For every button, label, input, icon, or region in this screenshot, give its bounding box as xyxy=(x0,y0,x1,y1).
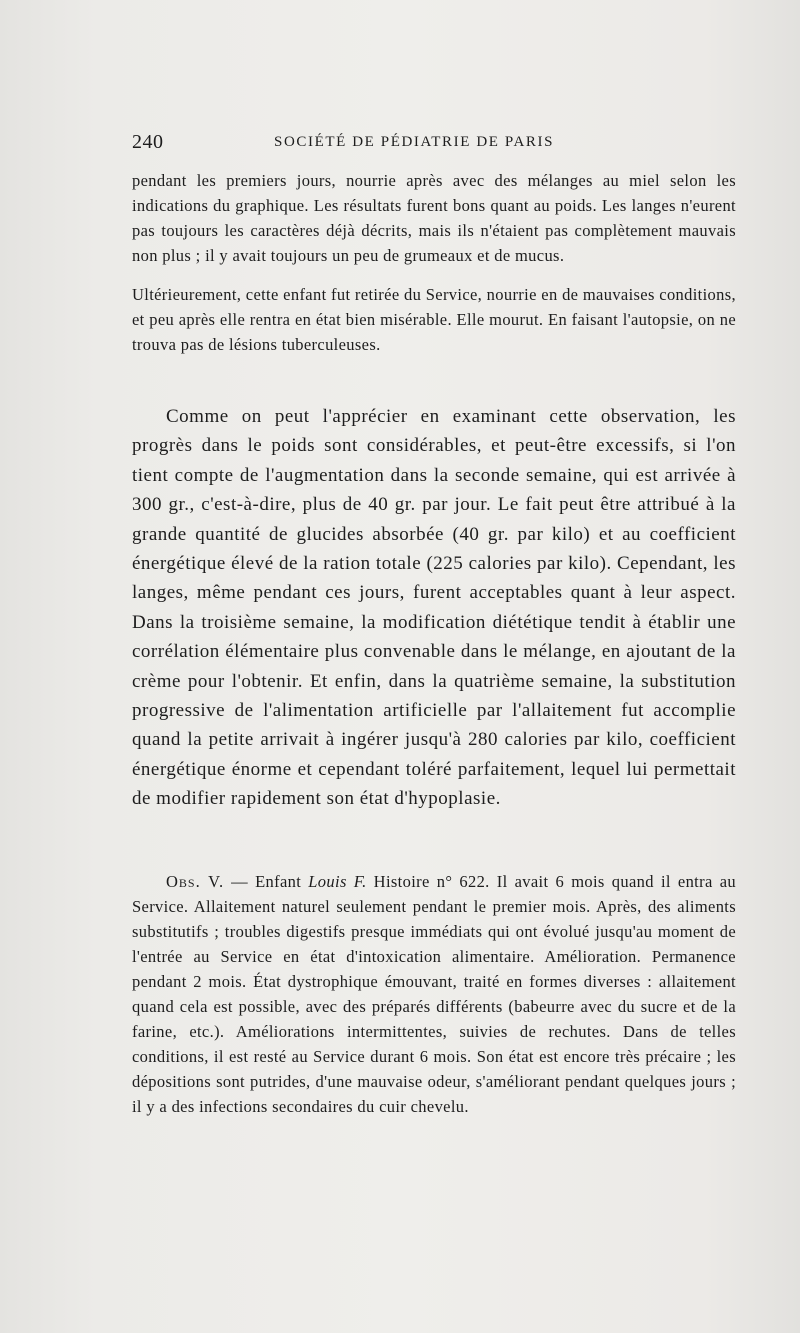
paragraph-3: Comme on peut l'apprécier en examinant cette observation, les progrès dans le poids sont considérables, et peut-être excessifs, si l'on tient compte de l'augmentation dans la seconde semaine, qui est arrivée à 300 gr., c'est-à-dire, plus de 40 gr. par jour. Le fait peut être attribué à la grande quantité de glucides absorbée (40 gr. par kilo) et au coefficient énergétique élevé de la ration totale (225 calories par kilo). Cependant, les langes, même pendant ces jours, furent acceptables quant à leur aspect. Dans la troisième semaine, la modification diététique tendit à établir une corrélation élémentaire plus convenable dans le mélange, en ajoutant de la crème pour l'obtenir. Et enfin, dans la quatrième semaine, la substitution progressive de l'alimentation artificielle par l'allaitement fut accomplie quand la petite arrivait à ingérer jusqu'à 280 calories par kilo, coefficient énergétique énorme et cependant toléré parfaitement, lequel lui permettait de modifier rapidement son état d'hypoplasie. xyxy=(132,406,736,810)
observation-paragraph xyxy=(132,869,736,1119)
observation-text: Histoire n° 622. Il avait 6 mois quand il entra au Service. Allaitement naturel seulement pendant le premier mois. Après, des aliments substitutifs ; troubles digestifs presque immédiats qui ont évolué jusqu'au moment de l'entrée au Service en état d'intoxication alimentaire. Amélioration. Permanence pendant 2 mois. État dystrophique émouvant, traité en formes diverses : allaitement quand cela est possible, avec des préparés différents (babeurre avec du sucre et de la farine, etc.). Améliorations intermittentes, suivies de rechutes. Dans de telles conditions, il est resté au Service durant 6 mois. Son état est encore très précaire ; les dépositions sont putrides, d'une mauvaise odeur, s'améliorant pendant quelques jours ; il y a des infections secondaires du cuir chevelu. xyxy=(132,872,736,1116)
observation-label: Obs. V. xyxy=(166,872,225,891)
observation-dash: — Enfant xyxy=(224,872,309,891)
patient-name: Louis F. xyxy=(308,872,367,891)
paragraph-2: Ultérieurement, cette enfant fut retirée du Service, nourrie en de mauvaises conditions, et peu après elle rentra en état bien misérable. Elle mourut. En faisant l'autopsie, on ne trouva pas de lésions tuberculeuses. xyxy=(132,285,736,354)
paragraph-1: pendant les premiers jours, nourrie après avec des mélanges au miel selon les indications du graphique. Les résultats furent bons quant au poids. Les langes n'eurent pas toujours les caractères déjà décrits, mais ils n'étaient pas complètement mauvais non plus ; il y avait toujours un peu de grumeaux et de mucus. xyxy=(132,171,736,265)
running-head: SOCIÉTÉ DE PÉDIATRIE DE PARIS xyxy=(274,134,555,150)
page-header xyxy=(132,131,732,159)
page-number: 240 xyxy=(132,131,164,153)
